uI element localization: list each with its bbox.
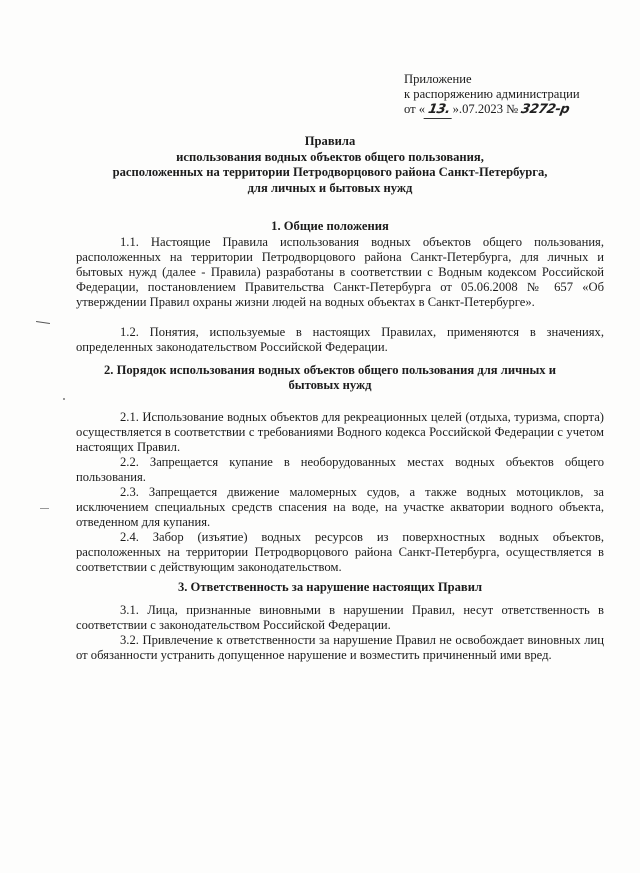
- margin-scan-dot: [63, 398, 65, 400]
- appendix-date-rest: ».07.2023 №: [452, 101, 519, 116]
- paragraph-2-3: 2.3. Запрещается движение маломерных судов, а также водных мотоциклов, за исключением специальных средств спасения на воде, на участке акватории водного объекта, отведенном для купания.: [76, 485, 604, 529]
- section-3-heading: 3. Ответственность за нарушение настоящих Правил: [177, 580, 483, 594]
- title-line-2: использования водных объектов общего пользования,: [176, 149, 484, 164]
- section-2-heading-line-2: бытовых нужд: [288, 377, 372, 392]
- paragraph-3-1: 3.1. Лица, признанные виновными в нарушении Правил, несут ответственность в соответствии с законодательством Российской Федерации.: [76, 603, 604, 632]
- appendix-date-line: [404, 102, 634, 119]
- appendix-label: Приложение: [404, 72, 472, 86]
- section-2-heading: [60, 363, 600, 393]
- paragraph-3-2: 3.2. Привлечение к ответственности за нарушение Правил не освобождает виновных лиц от обязанности устранить допущенное нарушение и возместить причиненный ими вред.: [76, 633, 604, 662]
- paragraph-2-4: 2.4. Забор (изъятие) водных ресурсов из поверхностных водных объектов, расположенных на территории Петродворцового района Санкт-Петербурга, осуществляется в соответствии с действующим законодательством.: [76, 530, 604, 574]
- handwritten-order-number: 3272-р: [520, 101, 571, 117]
- paragraph-1-1: 1.1. Настоящие Правила использования водных объектов общего пользования, расположенных на территории Петродворцового района Санкт-Петербурга, для личных и бытовых нужд (далее - Правила) разработаны в соответствии с Водным кодексом Российской Федерации, постановлением Правительства Санкт-Петербурга от 05.06.2008 № 657 «Об утверждении Правил охраны жизни людей на водных объектах в Санкт-Петербурге».: [76, 235, 604, 309]
- document-title: [60, 134, 600, 196]
- title-line-1: Правила: [304, 134, 356, 148]
- title-line-3: расположенных на территории Петродворцового района Санкт-Петербурга,: [112, 165, 548, 179]
- margin-scan-mark-2: [40, 508, 49, 509]
- paragraph-1-2: 1.2. Понятия, используемые в настоящих Правилах, применяются в значениях, определенных законодательством Российской Федерации.: [76, 325, 604, 354]
- appendix-header: [404, 72, 634, 119]
- section-2-heading-line-1: 2. Порядок использования водных объектов общего пользования для личных и: [104, 363, 556, 377]
- title-line-4: для личных и бытовых нужд: [247, 180, 413, 195]
- handwritten-date-day: 13.: [424, 103, 454, 119]
- paragraph-2-2: 2.2. Запрещается купание в необорудованных местах водных объектов общего пользования.: [76, 455, 604, 484]
- appendix-date-prefix: от «: [404, 101, 426, 116]
- paragraph-2-1: 2.1. Использование водных объектов для рекреационных целей (отдыха, туризма, спорта) осуществляется в соответствии с требованиями Водного кодекса Российской Федерации с учетом настоящих Правил.: [76, 410, 604, 454]
- section-1-heading: 1. Общие положения: [271, 219, 389, 233]
- margin-scan-mark: [36, 321, 50, 324]
- appendix-order-ref: к распоряжению администрации: [404, 86, 580, 101]
